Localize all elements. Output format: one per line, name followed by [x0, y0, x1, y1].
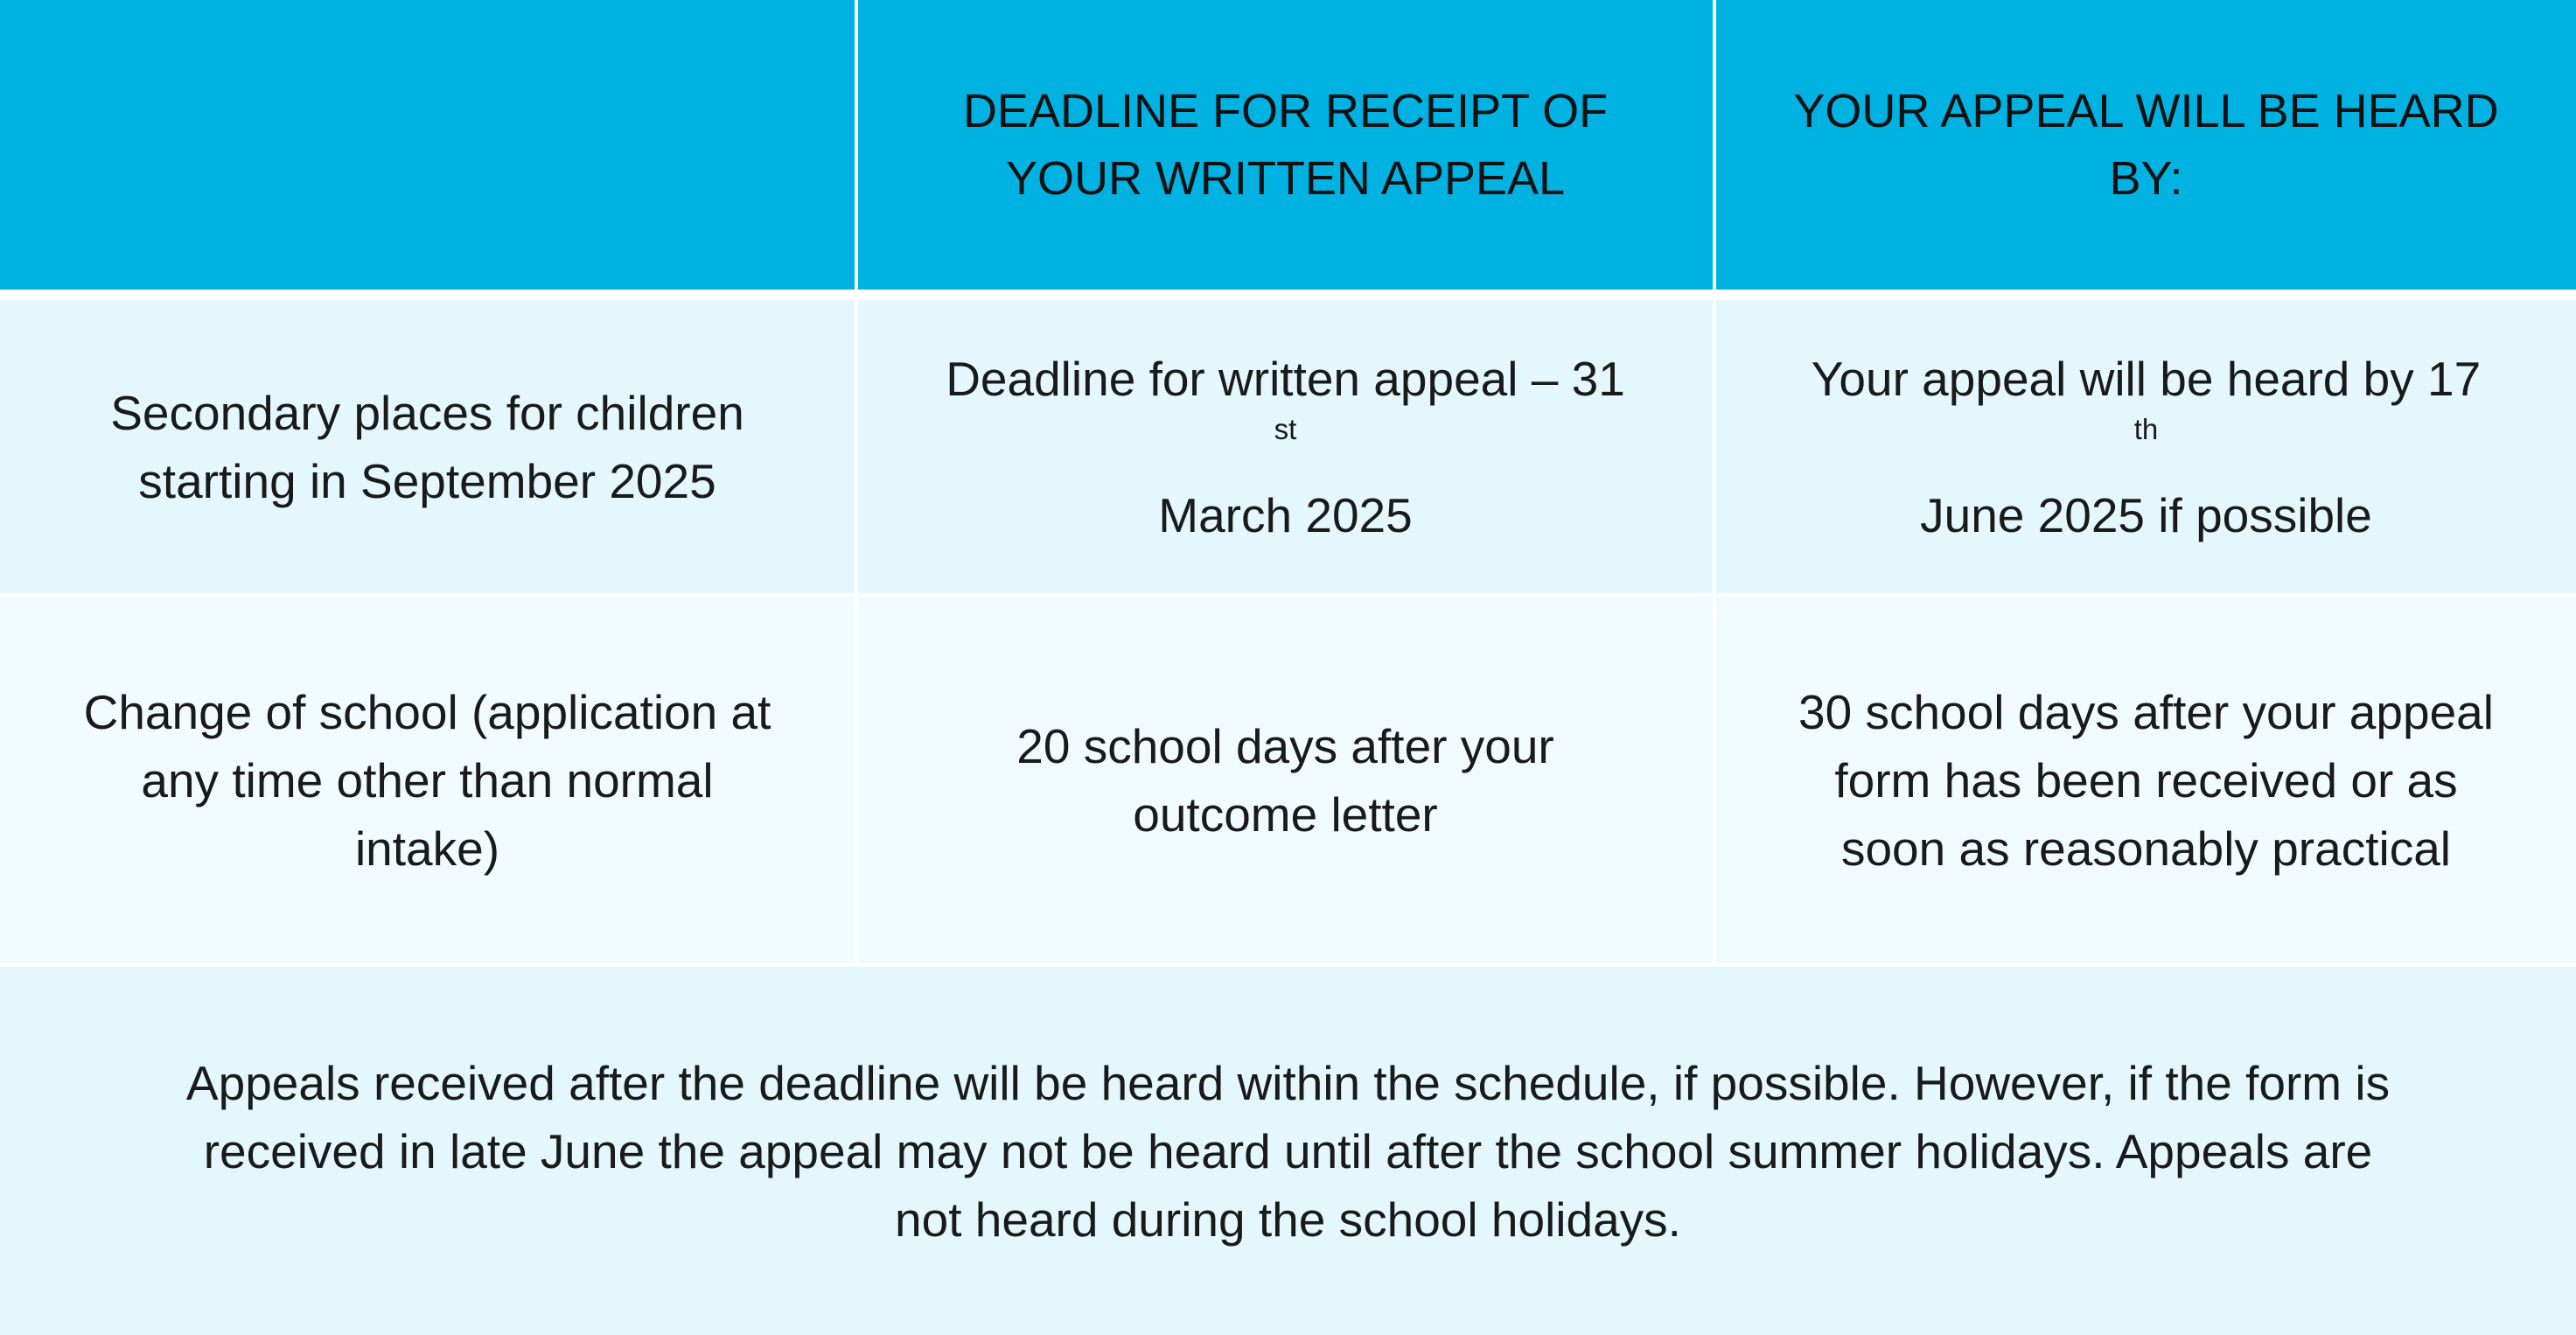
- category-line-2: any time other than normal: [141, 752, 714, 807]
- category-line-1: Change of school (application at: [83, 684, 771, 739]
- header-deadline-line-1: DEADLINE FOR RECEIPT OF: [962, 84, 1609, 137]
- note-line-2: received in late June the appeal may not be heard until after the school summer holidays. Appeals are: [203, 1123, 2373, 1178]
- deadline-ordinal: st: [1274, 413, 1297, 446]
- row-secondary-heard: [1716, 300, 2576, 597]
- deadline-line-2: outcome letter: [1133, 786, 1438, 842]
- row-change-deadline: [858, 597, 1716, 967]
- heard-line-3: soon as reasonably practical: [1840, 821, 2452, 876]
- note-line-1: Appeals received after the deadline will be heard within the schedule, if possible. However, if the form is: [185, 1055, 2391, 1110]
- heard-line-1: [1812, 345, 2481, 481]
- row-change-category: [0, 597, 858, 967]
- deadline-text: Deadline for written appeal – 31: [946, 351, 1625, 406]
- header-heard-line-2: BY:: [2109, 151, 2183, 205]
- heard-text: Your appeal will be heard by 17: [1811, 351, 2482, 406]
- header-heard-by: [1716, 0, 2576, 300]
- row-secondary-deadline: [858, 300, 1716, 597]
- late-appeals-note: [0, 967, 2576, 1335]
- header-heard-line-1: YOUR APPEAL WILL BE HEARD: [1793, 84, 2499, 137]
- heard-line-2: June 2025 if possible: [1920, 487, 2372, 542]
- header-empty-cell: [0, 0, 858, 300]
- deadline-line-1: [946, 345, 1625, 481]
- category-line-2: starting in September 2025: [138, 453, 716, 508]
- note-line-3: not heard during the school holidays.: [895, 1192, 1681, 1247]
- deadline-line-2: March 2025: [1158, 487, 1413, 542]
- header-deadline-line-2: YOUR WRITTEN APPEAL: [1005, 151, 1566, 205]
- row-change-heard: [1716, 597, 2576, 967]
- category-line-1: Secondary places for children: [110, 385, 744, 440]
- header-deadline: [858, 0, 1716, 300]
- heard-line-2: form has been received or as: [1834, 752, 2458, 807]
- deadline-line-1: 20 school days after your: [1016, 718, 1554, 773]
- heard-line-1: 30 school days after your appeal: [1798, 684, 2494, 739]
- heard-ordinal: th: [2133, 413, 2159, 446]
- category-line-3: intake): [354, 821, 500, 876]
- row-secondary-category: [0, 300, 858, 597]
